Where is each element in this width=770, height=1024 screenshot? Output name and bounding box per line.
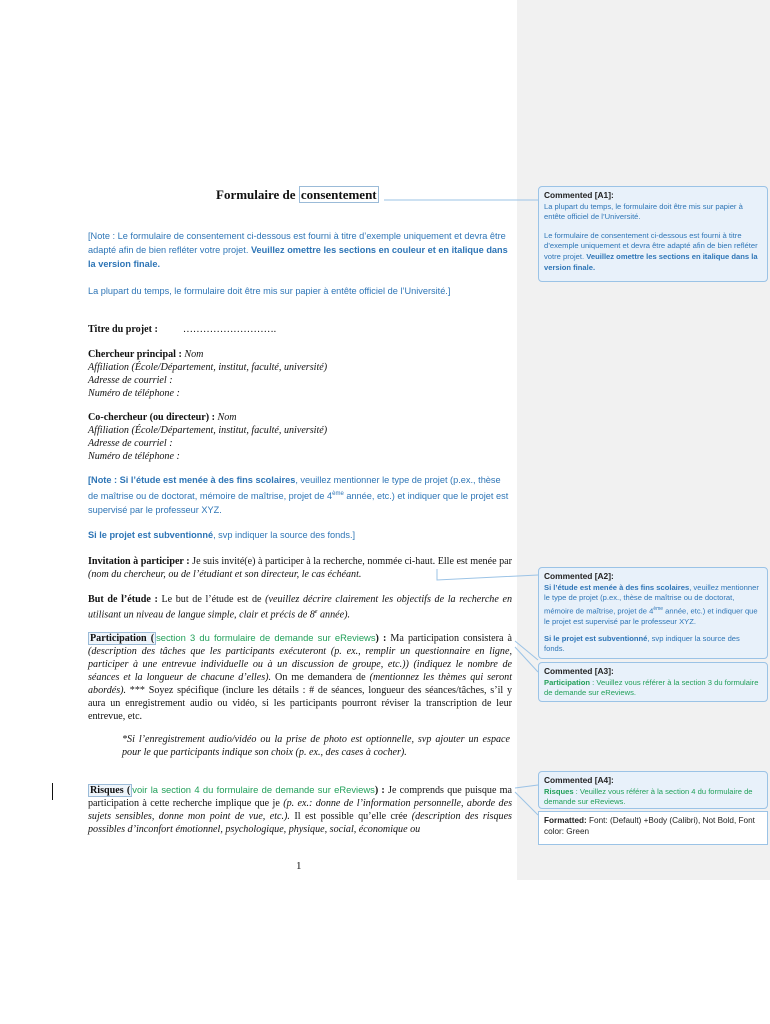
note-academic-text-end: année, etc.) et indiquer que le projet est supervisé par le professeur XYZ. — [88, 491, 509, 516]
note-funding-text: , svp indiquer la source des fonds.] — [213, 530, 356, 540]
note-academic-bold: [Note : Si l’étude est menée à des fins scolaires — [88, 475, 296, 485]
purpose-label: But de l’étude : — [88, 594, 158, 605]
comment-a1-text-1: La plupart du temps, le formulaire doit être mis sur papier à entête officiel de l’Université. — [544, 201, 743, 222]
comment-a3-label: Participation — [544, 677, 590, 687]
note-funding-bold: Si le projet est subventionné — [88, 530, 214, 540]
comment-a2-text-end: année, etc.) et indiquer que le projet est supervisé par le professeur XYZ. — [544, 606, 758, 626]
co-name: Nom — [217, 412, 237, 423]
co-affiliation: Affiliation (École/Département, institut, faculté, université) — [88, 425, 328, 436]
co-investigator-block[interactable] — [88, 411, 512, 463]
invitation-label: Invitation à participer : — [88, 556, 190, 567]
purpose-text: Le but de l’étude est de — [157, 594, 266, 605]
comments-margin-pane — [517, 0, 770, 880]
comment-a4-label: Risques — [544, 786, 574, 796]
comment-a2-funding-text: , svp indiquer la source des fonds. — [544, 633, 740, 654]
comment-a1[interactable] — [538, 186, 768, 282]
comment-a2-header: Commented [A2]: — [544, 571, 614, 581]
formatted-text: Font: (Default) +Body (Calibri), Not Bold, Font color: Green — [544, 816, 755, 836]
project-title-label: Titre du projet : — [88, 324, 158, 335]
comment-a3-header: Commented [A3]: — [544, 666, 614, 676]
comment-a1-text-2-bold: Veuillez omettre les sections en italique dans la version finale. — [544, 251, 758, 272]
purpose-paragraph[interactable] — [88, 593, 512, 621]
co-label: Co-chercheur (ou directeur) : — [88, 412, 215, 423]
recording-optional-note[interactable]: *Si l’enregistrement audio/vidéo ou la prise de photo est optionnelle, svp ajouter un espace pour le que participants indique son choix (p. ex., des cases à cocher). — [122, 734, 510, 758]
participation-text: Ma participation consistera à — [386, 633, 513, 644]
note-academic-text: , veuillez mentionner le type de projet (p.ex., thèse de maîtrise ou de doctorat, mémoire de maîtrise, projet de 4 — [88, 475, 501, 502]
risks-label[interactable]: Risques ( — [90, 785, 131, 796]
purpose-italic-end: année). — [317, 609, 350, 621]
note-letterhead[interactable]: La plupart du temps, le formulaire doit être mis sur papier à entête officiel de l’Université.] — [88, 286, 451, 296]
note-example-form[interactable] — [88, 229, 512, 271]
participation-close: ) : — [375, 633, 387, 644]
comment-a4-header: Commented [A4]: — [544, 775, 614, 785]
participation-green-ref[interactable]: section 3 du formulaire de demande sur eReviews — [156, 632, 376, 643]
risks-italic-2: (description des risques possibles d’inconfort émotionnel, psychologique, physique, social, économique ou — [88, 811, 512, 835]
principal-investigator-block[interactable] — [88, 348, 512, 400]
pi-label: Chercheur principal : — [88, 349, 182, 360]
risks-close: ) : — [374, 785, 385, 796]
invitation-text: Je suis invité(e) à participer à la recherche, nommée ci-haut. Elle est menée par — [189, 556, 512, 567]
comment-a4[interactable] — [538, 771, 768, 809]
pi-affiliation: Affiliation (École/Département, institut, faculté, université) — [88, 362, 328, 373]
comment-a2-sup: ème — [653, 605, 664, 612]
comment-a2-text: , veuillez mentionner le type de projet (p.ex., thèse de maîtrise ou de doctorat, mémoire de maîtrise, projet de 4 — [544, 582, 759, 616]
participation-italic-2: (mentionnez les thèmes qui seront abordés). — [88, 672, 512, 696]
invitation-paragraph[interactable] — [88, 555, 512, 581]
comment-a3[interactable] — [538, 662, 768, 702]
co-phone: Numéro de téléphone : — [88, 451, 180, 462]
comment-a2-bold: Si l’étude est menée à des fins scolaires — [544, 582, 690, 592]
participation-text-2: On me demandera de — [271, 672, 370, 683]
comment-a3-text: : Veuillez vous référer à la section 3 du formulaire de demande sur eReviews. — [544, 677, 759, 698]
participation-italic: (description des tâches que les participants exécuteront (p. ex., remplir un questionnaire en ligne, participer à une entrevue individuelle ou à un discussion de groupe, etc.)) (indiquez le nombre de séances et la longueur de chacune d’elles). — [88, 646, 512, 683]
project-title-line[interactable] — [88, 323, 512, 336]
pi-email: Adresse de courriel : — [88, 375, 173, 386]
formatted-change-balloon[interactable] — [538, 811, 768, 845]
page-number: 1 — [296, 860, 302, 872]
text-cursor — [52, 783, 53, 800]
title-text: Formulaire de — [216, 187, 299, 202]
participation-text-3: *** Soyez spécifique (inclure les détails : # de séances, longueur des séances/tâches, s’il y aura un enregistrement audio ou vidéo, si les participants pourront réviser la transcription de leur entrevue, etc. — [88, 685, 512, 722]
purpose-sup: e — [314, 609, 318, 615]
risks-green-ref[interactable]: voir la section 4 du formulaire de demande sur eReviews — [132, 784, 375, 795]
participation-paragraph[interactable] — [88, 631, 512, 723]
risks-paragraph[interactable] — [88, 783, 512, 836]
pi-name: Nom — [184, 349, 204, 360]
purpose-italic: (veuillez décrire clairement les objectifs de la recherche en utilisant un niveau de langue simple, clair et précis de 8 — [88, 594, 513, 621]
co-email: Adresse de courriel : — [88, 438, 173, 449]
invitation-italic: (nom du chercheur, ou de l’étudiant et son directeur, le cas échéant. — [88, 569, 362, 580]
pi-phone: Numéro de téléphone : — [88, 388, 180, 399]
risks-italic: (p. ex.: donne de l’information personnelle, aborde des sujets sensibles, donne mon point de vue, etc.). — [88, 798, 512, 822]
comment-a2-funding-bold: Si le projet est subventionné — [544, 633, 648, 643]
note-academic-sup: ème — [332, 491, 344, 497]
comment-a4-text: : Veuillez vous référer à la section 4 du formulaire de demande sur eReviews. — [544, 786, 753, 807]
comment-a2[interactable] — [538, 567, 768, 659]
note-example-text: [Note : Le formulaire de consentement ci-dessous est fourni à titre d’exemple uniquement et devra être adapté afin de bien refléter votre projet. — [88, 231, 506, 255]
note-academic-project[interactable] — [88, 473, 512, 517]
note-omit-sections: Veuillez omettre les sections en couleur et en italique dans la version finale. — [88, 245, 508, 269]
note-funding[interactable] — [88, 528, 512, 542]
document-title[interactable] — [216, 187, 379, 203]
comments-margin-pane-lower — [517, 880, 770, 1024]
comment-a1-text-2: Le formulaire de consentement ci-dessous est fourni à titre d’exemple uniquement et devra être adapté afin de bien refléter votre projet. — [544, 230, 758, 261]
project-title-placeholder: ………………………. — [182, 324, 277, 335]
formatted-label: Formatted: — [544, 816, 587, 825]
title-commented-word[interactable]: consentement — [300, 187, 377, 202]
risks-text-2: Il est possible qu’elle crée — [289, 811, 412, 822]
risks-text: Je comprends que puisque ma participation à cette recherche implique que je — [88, 785, 512, 809]
comment-a1-header: Commented [A1]: — [544, 190, 614, 200]
participation-label[interactable]: Participation ( — [90, 633, 155, 644]
